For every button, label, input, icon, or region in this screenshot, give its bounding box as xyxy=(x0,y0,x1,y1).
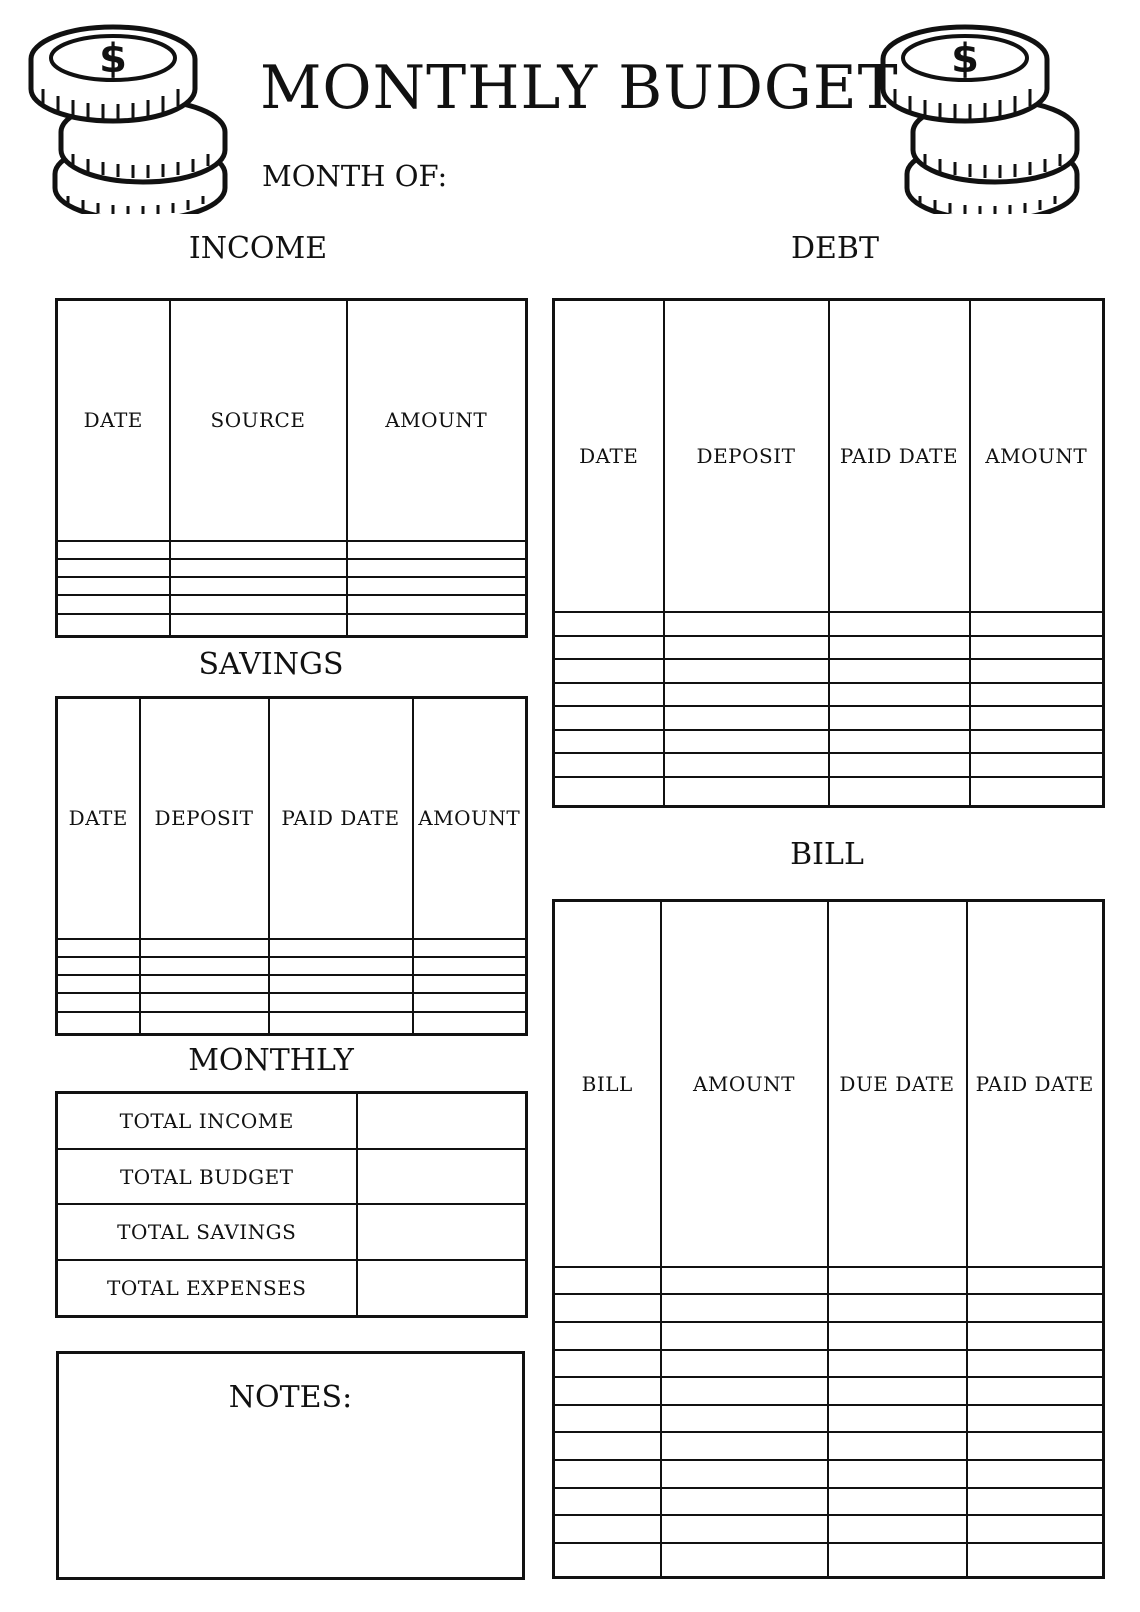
savings-table-row xyxy=(57,957,527,975)
income-table-cell[interactable] xyxy=(347,559,527,577)
bill-table-cell[interactable] xyxy=(554,1294,661,1322)
bill-table-cell[interactable] xyxy=(967,1294,1104,1322)
savings-table-row xyxy=(57,975,527,993)
debt-table-cell[interactable] xyxy=(554,683,664,707)
debt-table-cell[interactable] xyxy=(829,777,970,807)
debt-table-cell[interactable] xyxy=(970,753,1104,777)
income-table-cell[interactable] xyxy=(347,595,527,613)
income-column-header: SOURCE xyxy=(170,300,347,541)
debt-table-row xyxy=(554,612,1104,636)
bill-table-cell[interactable] xyxy=(828,1377,967,1405)
debt-table-cell[interactable] xyxy=(970,636,1104,660)
debt-table-row xyxy=(554,636,1104,660)
bill-table-cell[interactable] xyxy=(661,1488,828,1516)
bill-column-header: AMOUNT xyxy=(661,901,828,1267)
income-table-cell[interactable] xyxy=(57,577,170,595)
income-table-cell[interactable] xyxy=(170,595,347,613)
bill-table-row xyxy=(554,1294,1104,1322)
savings-table-row xyxy=(57,993,527,1011)
income-table-cell[interactable] xyxy=(57,614,170,637)
page-title: MONTHLY BUDGET xyxy=(260,53,899,123)
income-table-cell[interactable] xyxy=(170,614,347,637)
bill-table-row xyxy=(554,1543,1104,1578)
bill-table-cell[interactable] xyxy=(828,1515,967,1543)
savings-table-cell[interactable] xyxy=(413,1012,527,1035)
bill-table-cell[interactable] xyxy=(967,1460,1104,1488)
total-budget-label: TOTAL BUDGET xyxy=(57,1149,357,1204)
savings-column-header: PAID DATE xyxy=(269,698,413,939)
bill-column-header: PAID DATE xyxy=(967,901,1104,1267)
savings-table-cell[interactable] xyxy=(413,993,527,1011)
debt-table-cell[interactable] xyxy=(970,659,1104,683)
bill-table-row xyxy=(554,1488,1104,1516)
bill-table-row xyxy=(554,1350,1104,1378)
savings-table-cell[interactable] xyxy=(413,957,527,975)
total-income-value[interactable] xyxy=(357,1093,527,1150)
debt-column-header: DEPOSIT xyxy=(664,300,829,612)
bill-table-cell[interactable] xyxy=(661,1322,828,1350)
savings-table-row xyxy=(57,939,527,957)
income-section-title: INCOME xyxy=(188,231,328,266)
coin-stack-dollar-icon xyxy=(880,14,1080,214)
savings-table-cell[interactable] xyxy=(57,993,140,1011)
savings-table-cell[interactable] xyxy=(269,939,413,957)
debt-table-row xyxy=(554,659,1104,683)
income-table-row xyxy=(57,541,527,559)
debt-table-cell[interactable] xyxy=(554,730,664,754)
debt-table-cell[interactable] xyxy=(664,706,829,730)
bill-header-row xyxy=(554,901,1104,1267)
bill-table-cell[interactable] xyxy=(967,1350,1104,1378)
savings-table-cell[interactable] xyxy=(269,1012,413,1035)
bill-table-cell[interactable] xyxy=(554,1350,661,1378)
svg-text:$: $ xyxy=(99,36,127,82)
debt-table-cell[interactable] xyxy=(829,683,970,707)
savings-table-cell[interactable] xyxy=(140,957,269,975)
debt-table-cell[interactable] xyxy=(664,730,829,754)
bill-table-cell[interactable] xyxy=(554,1267,661,1295)
total-income-label: TOTAL INCOME xyxy=(57,1093,357,1150)
debt-table-row xyxy=(554,777,1104,807)
income-column-header: DATE xyxy=(57,300,170,541)
income-table-cell[interactable] xyxy=(347,541,527,559)
bill-table-cell[interactable] xyxy=(661,1267,828,1295)
savings-column-header: DATE xyxy=(57,698,140,939)
debt-table-cell[interactable] xyxy=(970,612,1104,636)
bill-table-cell[interactable] xyxy=(661,1432,828,1460)
debt-table-cell[interactable] xyxy=(970,706,1104,730)
debt-table-cell[interactable] xyxy=(664,659,829,683)
bill-table-cell[interactable] xyxy=(554,1322,661,1350)
savings-table-cell[interactable] xyxy=(140,993,269,1011)
bill-table-cell[interactable] xyxy=(661,1460,828,1488)
notes-label: NOTES: xyxy=(228,1380,353,1415)
debt-table xyxy=(552,298,1105,808)
savings-table-cell[interactable] xyxy=(269,957,413,975)
income-table-row xyxy=(57,559,527,577)
bill-table-cell[interactable] xyxy=(828,1432,967,1460)
income-table-cell[interactable] xyxy=(170,541,347,559)
bill-table-cell[interactable] xyxy=(661,1294,828,1322)
income-table-row xyxy=(57,595,527,613)
bill-table-cell[interactable] xyxy=(554,1460,661,1488)
income-table-cell[interactable] xyxy=(57,595,170,613)
notes-box[interactable] xyxy=(56,1351,525,1580)
bill-table-row xyxy=(554,1515,1104,1543)
debt-header-row xyxy=(554,300,1104,612)
bill-table-cell[interactable] xyxy=(828,1294,967,1322)
bill-table-row xyxy=(554,1322,1104,1350)
total-budget-value[interactable] xyxy=(357,1149,527,1204)
debt-table-row xyxy=(554,706,1104,730)
debt-table-cell[interactable] xyxy=(829,730,970,754)
income-table xyxy=(55,298,528,638)
debt-column-header: PAID DATE xyxy=(829,300,970,612)
bill-table-row xyxy=(554,1432,1104,1460)
debt-table-cell[interactable] xyxy=(554,636,664,660)
bill-table-cell[interactable] xyxy=(828,1350,967,1378)
bill-table-cell[interactable] xyxy=(828,1267,967,1295)
bill-table-cell[interactable] xyxy=(967,1543,1104,1578)
debt-table-cell[interactable] xyxy=(829,636,970,660)
total-expenses-value[interactable] xyxy=(357,1260,527,1317)
monthly-totals-table xyxy=(55,1091,528,1318)
debt-table-cell[interactable] xyxy=(554,777,664,807)
savings-column-header: DEPOSIT xyxy=(140,698,269,939)
debt-table-cell[interactable] xyxy=(554,706,664,730)
bill-table-cell[interactable] xyxy=(661,1543,828,1578)
bill-table-cell[interactable] xyxy=(828,1488,967,1516)
savings-table-cell[interactable] xyxy=(57,957,140,975)
total-savings-label: TOTAL SAVINGS xyxy=(57,1204,357,1259)
savings-table xyxy=(55,696,528,1036)
savings-table-cell[interactable] xyxy=(413,975,527,993)
savings-table-cell[interactable] xyxy=(413,939,527,957)
savings-table-row xyxy=(57,1012,527,1035)
bill-table-cell[interactable] xyxy=(661,1405,828,1433)
debt-table-cell[interactable] xyxy=(664,683,829,707)
month-of-label: MONTH OF: xyxy=(262,159,448,193)
svg-text:$: $ xyxy=(951,36,979,82)
debt-table-cell[interactable] xyxy=(829,659,970,683)
savings-table-cell[interactable] xyxy=(140,1012,269,1035)
total-savings-value[interactable] xyxy=(357,1204,527,1259)
income-table-row xyxy=(57,614,527,637)
savings-table-cell[interactable] xyxy=(57,975,140,993)
bill-table-row xyxy=(554,1377,1104,1405)
debt-table-cell[interactable] xyxy=(970,683,1104,707)
debt-table-cell[interactable] xyxy=(829,753,970,777)
debt-column-header: DATE xyxy=(554,300,664,612)
bill-table-cell[interactable] xyxy=(967,1515,1104,1543)
savings-table-cell[interactable] xyxy=(57,939,140,957)
debt-table-cell[interactable] xyxy=(664,777,829,807)
income-table-cell[interactable] xyxy=(170,559,347,577)
bill-table-cell[interactable] xyxy=(554,1432,661,1460)
debt-table-row xyxy=(554,730,1104,754)
debt-table-cell[interactable] xyxy=(664,612,829,636)
savings-header-row xyxy=(57,698,527,939)
bill-table-row xyxy=(554,1267,1104,1295)
debt-table-cell[interactable] xyxy=(829,612,970,636)
bill-table-cell[interactable] xyxy=(661,1350,828,1378)
savings-table-cell[interactable] xyxy=(140,939,269,957)
bill-table-cell[interactable] xyxy=(554,1515,661,1543)
savings-table-cell[interactable] xyxy=(140,975,269,993)
total-expenses-label: TOTAL EXPENSES xyxy=(57,1260,357,1317)
income-table-cell[interactable] xyxy=(347,614,527,637)
debt-table-cell[interactable] xyxy=(970,777,1104,807)
income-header-row xyxy=(57,300,527,541)
bill-table-cell[interactable] xyxy=(967,1267,1104,1295)
debt-table-cell[interactable] xyxy=(664,636,829,660)
bill-table-cell[interactable] xyxy=(828,1543,967,1578)
bill-table-cell[interactable] xyxy=(828,1460,967,1488)
savings-table-cell[interactable] xyxy=(269,993,413,1011)
savings-section-title: SAVINGS xyxy=(198,647,344,682)
bill-table-cell[interactable] xyxy=(554,1543,661,1578)
bill-table-cell[interactable] xyxy=(554,1405,661,1433)
savings-column-header: AMOUNT xyxy=(413,698,527,939)
bill-table-cell[interactable] xyxy=(661,1377,828,1405)
income-column-header: AMOUNT xyxy=(347,300,527,541)
income-table-cell[interactable] xyxy=(347,577,527,595)
bill-table-cell[interactable] xyxy=(828,1405,967,1433)
bill-table-cell[interactable] xyxy=(967,1377,1104,1405)
savings-table-cell[interactable] xyxy=(269,975,413,993)
debt-table-cell[interactable] xyxy=(970,730,1104,754)
bill-section-title: BILL xyxy=(790,837,864,872)
income-table-cell[interactable] xyxy=(57,559,170,577)
savings-table-cell[interactable] xyxy=(57,1012,140,1035)
debt-table-cell[interactable] xyxy=(664,753,829,777)
debt-table-cell[interactable] xyxy=(554,753,664,777)
income-table-cell[interactable] xyxy=(57,541,170,559)
debt-table-cell[interactable] xyxy=(829,706,970,730)
debt-table-row xyxy=(554,683,1104,707)
bill-table-cell[interactable] xyxy=(554,1377,661,1405)
debt-table-row xyxy=(554,753,1104,777)
bill-table-cell[interactable] xyxy=(554,1488,661,1516)
debt-column-header: AMOUNT xyxy=(970,300,1104,612)
bill-table-row xyxy=(554,1460,1104,1488)
bill-table-cell[interactable] xyxy=(967,1432,1104,1460)
debt-table-cell[interactable] xyxy=(554,612,664,636)
bill-table xyxy=(552,899,1105,1579)
income-table-cell[interactable] xyxy=(170,577,347,595)
bill-table-cell[interactable] xyxy=(828,1322,967,1350)
debt-table-cell[interactable] xyxy=(554,659,664,683)
bill-table-cell[interactable] xyxy=(661,1515,828,1543)
bill-table-cell[interactable] xyxy=(967,1322,1104,1350)
bill-column-header: BILL xyxy=(554,901,661,1267)
income-table-row xyxy=(57,577,527,595)
debt-section-title: DEBT xyxy=(790,231,879,266)
bill-table-row xyxy=(554,1405,1104,1433)
bill-table-cell[interactable] xyxy=(967,1405,1104,1433)
monthly-section-title: MONTHLY xyxy=(188,1043,354,1078)
coin-stack-dollar-icon xyxy=(28,14,228,214)
bill-column-header: DUE DATE xyxy=(828,901,967,1267)
bill-table-cell[interactable] xyxy=(967,1488,1104,1516)
